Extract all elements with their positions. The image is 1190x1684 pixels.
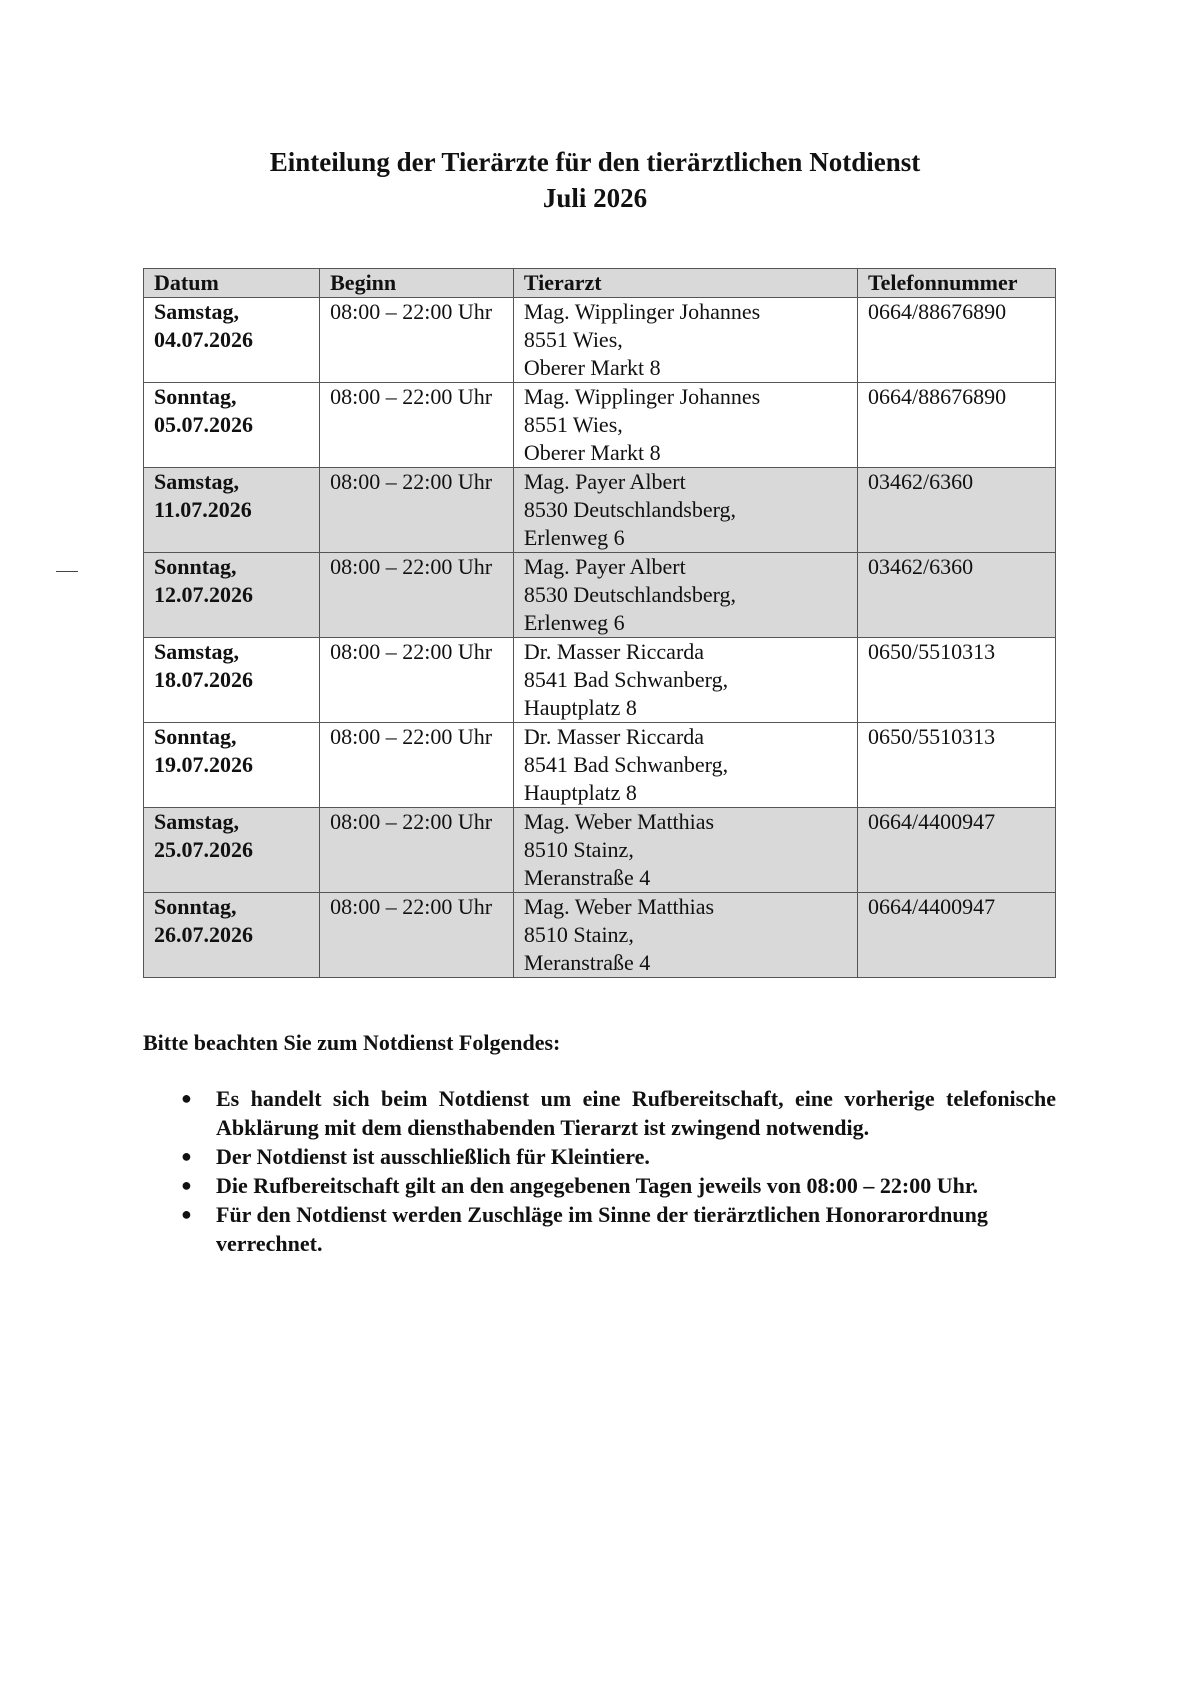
note-item xyxy=(143,1200,1056,1258)
cell-date-value: 19.07.2026 xyxy=(154,752,253,777)
cell-begin: 08:00 – 22:00 Uhr xyxy=(320,638,514,723)
cell-date-value: 26.07.2026 xyxy=(154,922,253,947)
cell-date-value: 25.07.2026 xyxy=(154,837,253,862)
cell-day: Samstag, xyxy=(154,299,239,324)
bullet-icon: ● xyxy=(181,1204,192,1224)
cell-day: Samstag, xyxy=(154,809,239,834)
header-tierarzt: Tierarzt xyxy=(513,269,857,298)
title-line-1: Einteilung der Tierärzte für den tierärztlichen Notdienst xyxy=(269,147,921,177)
cell-vet xyxy=(513,638,857,723)
margin-mark xyxy=(56,571,78,572)
cell-vet xyxy=(513,723,857,808)
cell-phone: 0650/5510313 xyxy=(858,723,1056,808)
vet-address-line: Oberer Markt 8 xyxy=(523,440,661,465)
notes-list xyxy=(143,1084,1056,1258)
cell-day: Sonntag, xyxy=(154,894,237,919)
cell-vet xyxy=(513,553,857,638)
vet-address-line: Meranstraße 4 xyxy=(523,950,651,975)
vet-address-line: Oberer Markt 8 xyxy=(523,355,661,380)
cell-date-value: 12.07.2026 xyxy=(154,582,253,607)
note-item xyxy=(143,1142,1056,1171)
cell-vet xyxy=(513,808,857,893)
cell-date xyxy=(144,808,320,893)
table-body xyxy=(144,298,1056,978)
vet-address-line: Hauptplatz 8 xyxy=(523,780,637,805)
vet-address-line: 8530 Deutschlandsberg, xyxy=(523,582,737,607)
cell-phone: 0650/5510313 xyxy=(858,638,1056,723)
vet-name: Mag. Payer Albert xyxy=(523,554,686,579)
cell-vet xyxy=(513,468,857,553)
vet-address-line: 8530 Deutschlandsberg, xyxy=(523,497,737,522)
cell-day: Samstag, xyxy=(154,469,239,494)
vet-address-line: 8510 Stainz, xyxy=(523,837,634,862)
cell-day: Samstag, xyxy=(154,639,239,664)
cell-phone: 0664/88676890 xyxy=(858,383,1056,468)
cell-date-value: 18.07.2026 xyxy=(154,667,253,692)
bullet-icon: ● xyxy=(181,1175,192,1195)
cell-day: Sonntag, xyxy=(154,724,237,749)
vet-name: Mag. Wipplinger Johannes xyxy=(523,384,761,409)
header-telefonnummer: Telefonnummer xyxy=(858,269,1056,298)
cell-date xyxy=(144,553,320,638)
notes-heading: Bitte beachten Sie zum Notdienst Folgendes: xyxy=(143,1030,561,1055)
table-row xyxy=(144,638,1056,723)
vet-address-line: Erlenweg 6 xyxy=(523,525,625,550)
table-row xyxy=(144,723,1056,808)
cell-date-value: 04.07.2026 xyxy=(154,327,253,352)
table-row xyxy=(144,893,1056,978)
vet-address-line: 8551 Wies, xyxy=(523,412,623,437)
cell-phone: 03462/6360 xyxy=(858,553,1056,638)
cell-begin: 08:00 – 22:00 Uhr xyxy=(320,298,514,383)
bullet-icon: ● xyxy=(181,1088,192,1108)
cell-phone: 0664/4400947 xyxy=(858,893,1056,978)
cell-date xyxy=(144,893,320,978)
vet-name: Mag. Payer Albert xyxy=(523,469,686,494)
cell-date-value: 11.07.2026 xyxy=(154,497,252,522)
table-row xyxy=(144,298,1056,383)
header-datum: Datum xyxy=(144,269,320,298)
cell-vet xyxy=(513,383,857,468)
vet-address-line: 8510 Stainz, xyxy=(523,922,634,947)
table-row xyxy=(144,468,1056,553)
cell-phone: 03462/6360 xyxy=(858,468,1056,553)
cell-date-value: 05.07.2026 xyxy=(154,412,253,437)
note-text: Der Notdienst ist ausschließlich für Kleintiere. xyxy=(216,1144,650,1169)
table-row xyxy=(144,808,1056,893)
cell-phone: 0664/88676890 xyxy=(858,298,1056,383)
note-item xyxy=(143,1171,1056,1200)
cell-begin: 08:00 – 22:00 Uhr xyxy=(320,553,514,638)
note-text: Es handelt sich beim Notdienst um eine Rufbereitschaft, eine vorherige telefonische Abklärung mit dem diensthabenden Tierarzt ist zwingend notwendig. xyxy=(216,1086,1056,1140)
vet-address-line: 8541 Bad Schwanberg, xyxy=(523,752,729,777)
document-title xyxy=(0,144,1190,216)
table-header-row xyxy=(144,269,1056,298)
cell-date xyxy=(144,468,320,553)
header-beginn: Beginn xyxy=(320,269,514,298)
vet-name: Mag. Weber Matthias xyxy=(523,894,715,919)
note-text: Die Rufbereitschaft gilt an den angegebenen Tagen jeweils von 08:00 – 22:00 Uhr. xyxy=(216,1173,979,1198)
table-row xyxy=(144,553,1056,638)
cell-date xyxy=(144,298,320,383)
cell-vet xyxy=(513,298,857,383)
bullet-icon: ● xyxy=(181,1146,192,1166)
cell-begin: 08:00 – 22:00 Uhr xyxy=(320,468,514,553)
vet-address-line: Hauptplatz 8 xyxy=(523,695,637,720)
note-text: Für den Notdienst werden Zuschläge im Sinne der tierärztlichen Honorarordnung verrechnet. xyxy=(216,1202,988,1256)
vet-address-line: 8541 Bad Schwanberg, xyxy=(523,667,729,692)
cell-begin: 08:00 – 22:00 Uhr xyxy=(320,893,514,978)
vet-name: Dr. Masser Riccarda xyxy=(523,639,705,664)
title-line-2: Juli 2026 xyxy=(542,183,648,213)
vet-address-line: 8551 Wies, xyxy=(523,327,623,352)
vet-name: Dr. Masser Riccarda xyxy=(523,724,705,749)
vet-address-line: Erlenweg 6 xyxy=(523,610,625,635)
vet-name: Mag. Wipplinger Johannes xyxy=(523,299,761,324)
cell-begin: 08:00 – 22:00 Uhr xyxy=(320,808,514,893)
cell-date xyxy=(144,723,320,808)
cell-begin: 08:00 – 22:00 Uhr xyxy=(320,723,514,808)
vet-name: Mag. Weber Matthias xyxy=(523,809,715,834)
cell-phone: 0664/4400947 xyxy=(858,808,1056,893)
schedule-table xyxy=(143,268,1056,978)
table-row xyxy=(144,383,1056,468)
note-item xyxy=(143,1084,1056,1142)
cell-begin: 08:00 – 22:00 Uhr xyxy=(320,383,514,468)
cell-date xyxy=(144,383,320,468)
cell-date xyxy=(144,638,320,723)
vet-address-line: Meranstraße 4 xyxy=(523,865,651,890)
cell-vet xyxy=(513,893,857,978)
cell-day: Sonntag, xyxy=(154,554,237,579)
cell-day: Sonntag, xyxy=(154,384,237,409)
